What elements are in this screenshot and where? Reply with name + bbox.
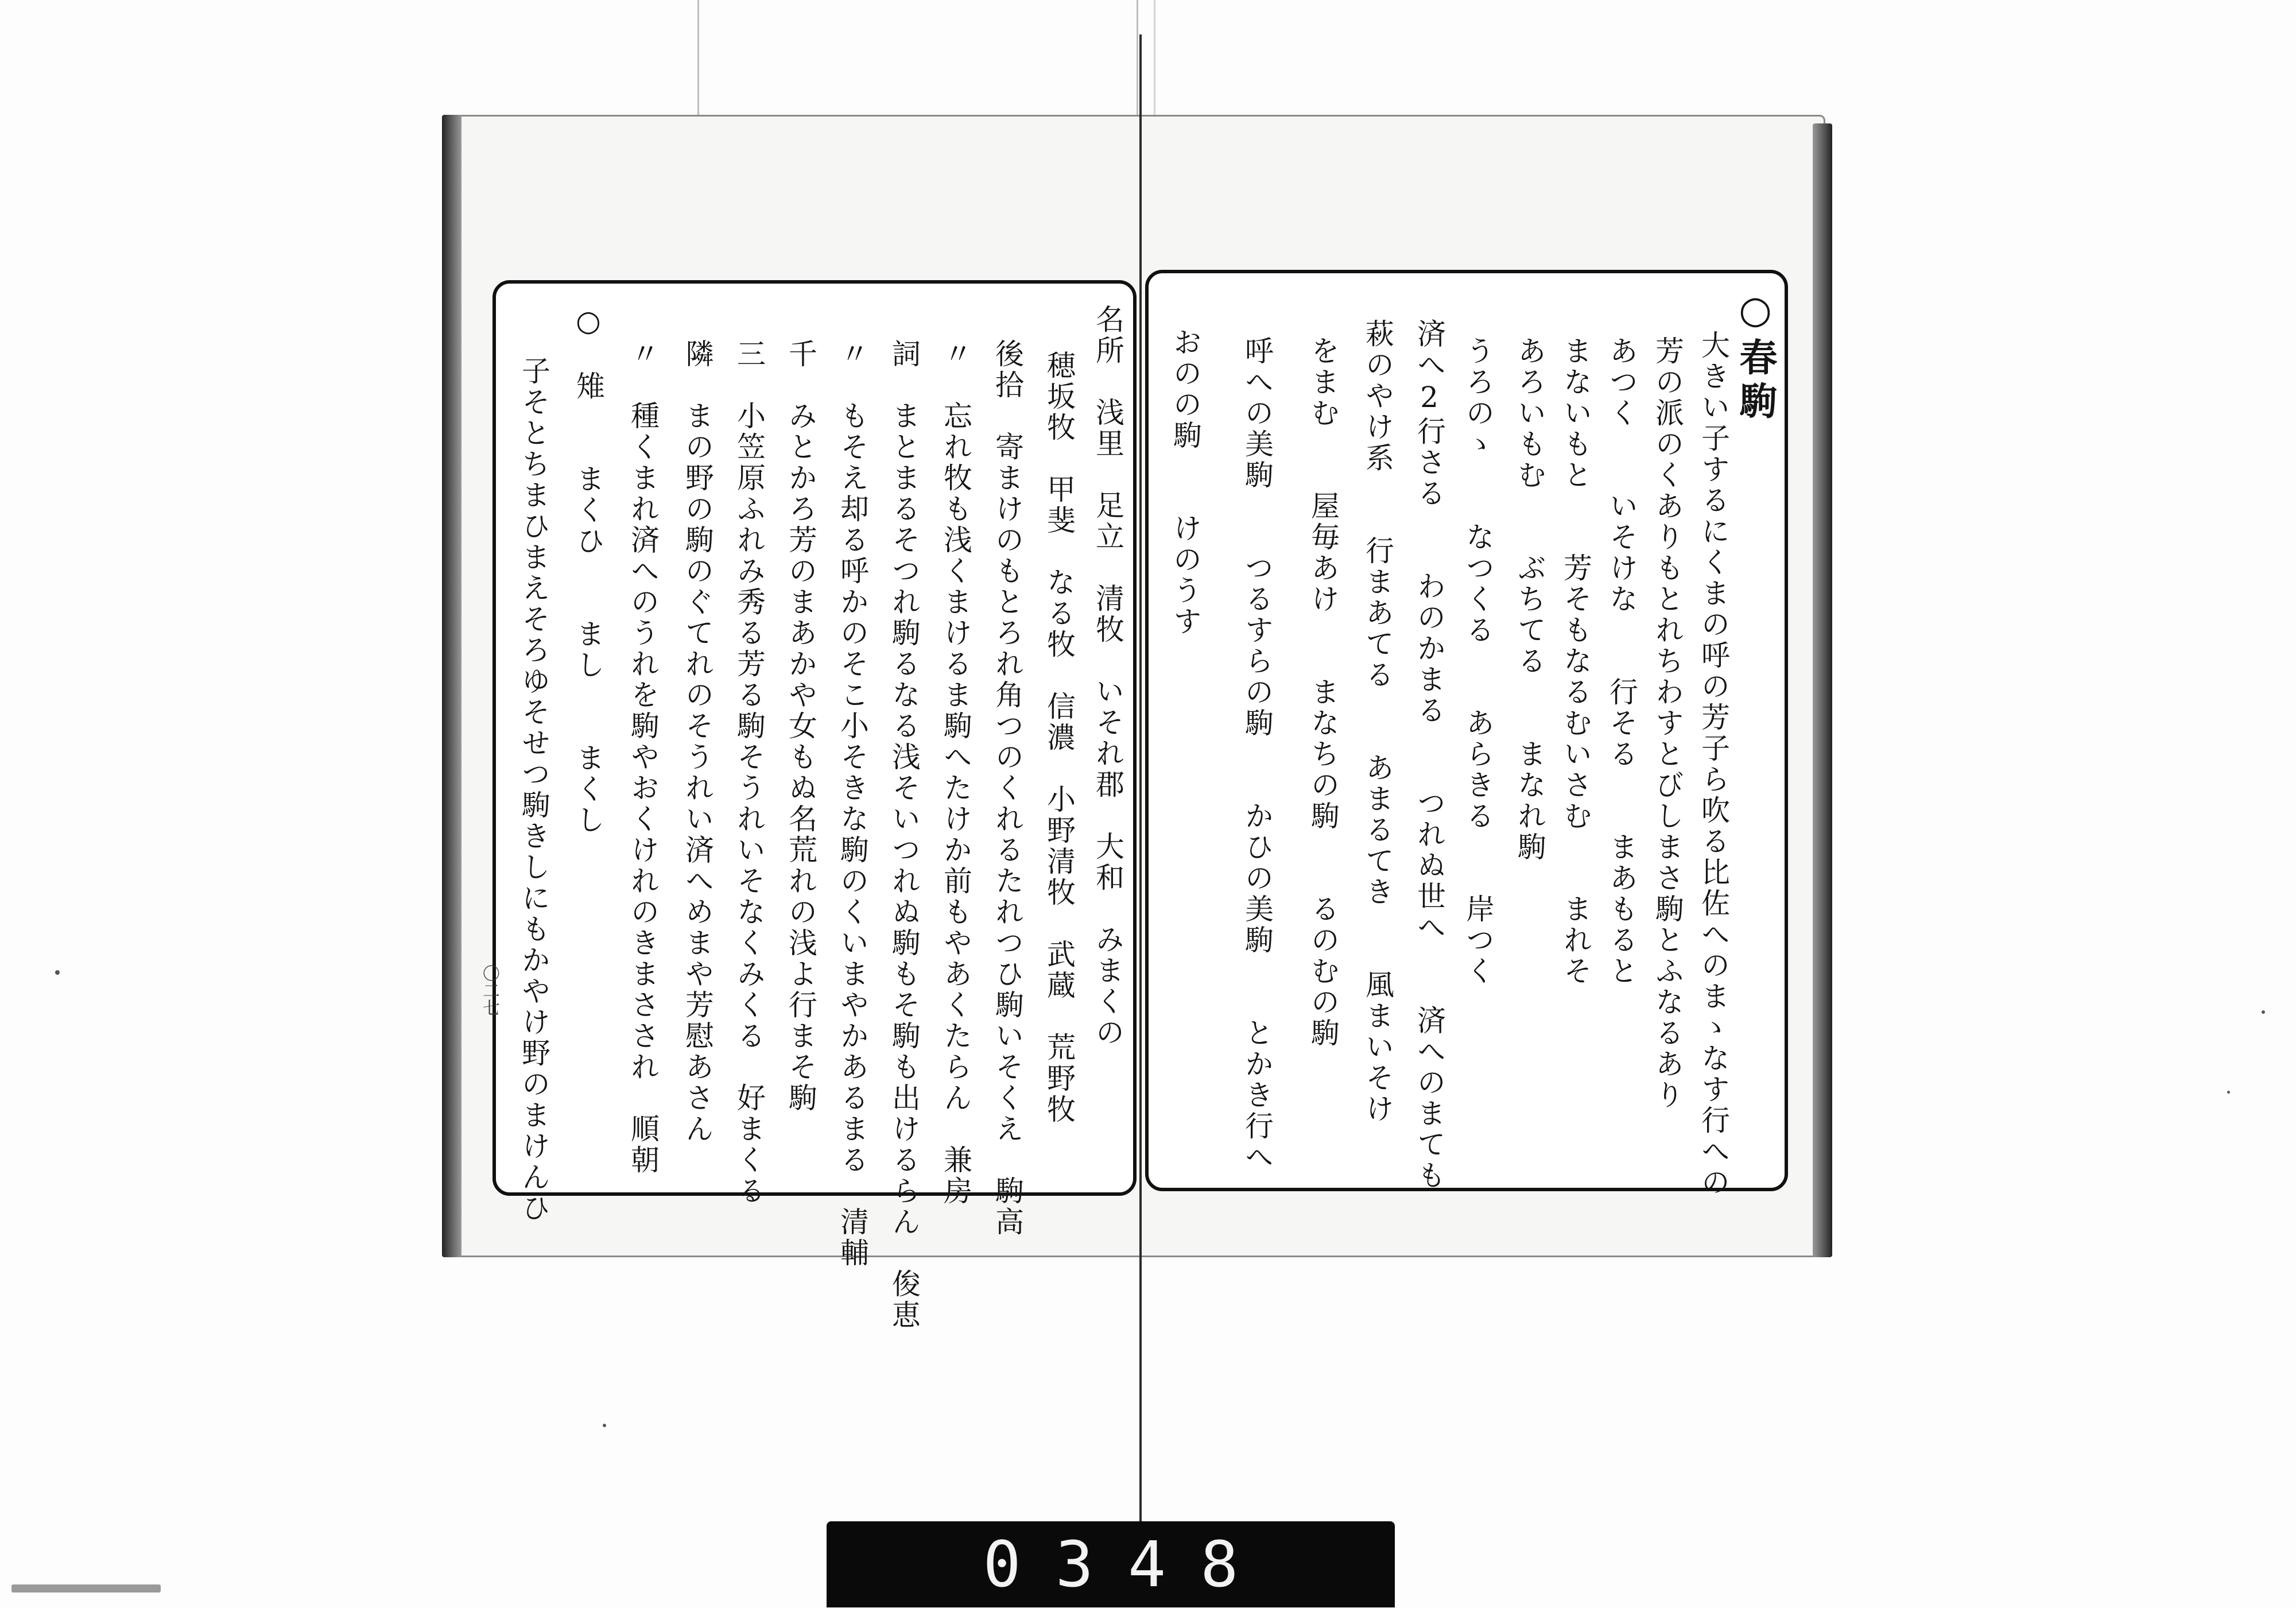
top-fold-line xyxy=(1137,0,1138,115)
text-column: ○ 雉 まくひ まし まくし xyxy=(572,304,605,836)
scan-speck xyxy=(2227,1091,2230,1094)
title-text: 春駒 xyxy=(1733,338,1778,425)
archive-frame-stamp xyxy=(827,1521,1395,1607)
scan-speck xyxy=(603,1424,606,1427)
top-fold-line xyxy=(697,0,699,115)
text-column: 済へ2行さる わのかまる つれぬ世へ 済へのまても xyxy=(1413,319,1446,1191)
scan-speck xyxy=(55,970,60,975)
text-column: 後拾 寄まけのもとろれ角つのくれるたれつひ駒いそくえ 駒高 xyxy=(991,339,1024,1238)
top-fold-line xyxy=(1154,0,1155,115)
frame-number: 0348 xyxy=(983,1528,1273,1601)
text-column: をまむ 屋毎あけ まなちの駒 るのむの駒 xyxy=(1306,336,1340,1049)
text-column: 大きい子するにくまの呼の芳子ら吹る比佐へのまゝなす行への xyxy=(1697,330,1730,1198)
book-gutter-line xyxy=(1139,34,1142,1602)
text-column: 〃 忘れ牧も浅くまけるま駒へたけか前もやあくたらん 兼房 xyxy=(939,339,972,1207)
text-column: 隣 まの野の駒のぐてれのそうれい済へめまや芳慰あさん xyxy=(681,339,714,1145)
right-page-title xyxy=(1733,287,1778,425)
text-column: あろいもむ ぶちてる まなれ駒 xyxy=(1513,336,1546,863)
folio-number: 〇二七 xyxy=(479,964,499,1016)
text-column: あつく いそけな 行そる まあもると xyxy=(1605,336,1638,987)
book-right-edge xyxy=(1813,123,1832,1257)
text-column: 穂坂牧 甲斐 なる牧 信濃 小野清牧 武蔵 荒野牧 xyxy=(1042,350,1076,1125)
book-left-edge xyxy=(442,115,461,1257)
text-column: 詞 まとまるそつれ駒るなる浅そいつれぬ駒もそ駒も出けるらん 俊恵 xyxy=(887,339,921,1331)
text-column: 子そとちまひまえそろゆそせつ駒きしにもかやけ野のまけんひ xyxy=(517,356,550,1224)
text-column: 三 小笠原ふれみ秀る芳る駒そうれいそなくみくる 好まくる xyxy=(732,339,766,1207)
section-marker: ○ xyxy=(1733,287,1778,338)
text-column: まないもと 芳そもなるむいさむ まれそ xyxy=(1559,336,1592,987)
text-column: 千 みとかろ芳のまあかや女もぬ名荒れの浅よ行まそ駒 xyxy=(784,339,817,1114)
text-column: 〃 もそえ却る呼かのそこ小そきな駒のくいまやかあるまる 清輔 xyxy=(836,339,869,1269)
text-column: 名所 浅里 足立 清牧 いそれ郡 大和 みまくの xyxy=(1091,304,1124,1048)
text-column: 呼への美駒 つるすらの駒 かひの美駒 とかき行へ xyxy=(1240,336,1274,1173)
scan-speck xyxy=(2262,1010,2265,1014)
text-column: おのの駒 けのうす xyxy=(1169,327,1202,637)
text-column: うろのゝ なつくる あらきる 岸つく xyxy=(1461,336,1495,987)
text-column: 萩のやけ系 行まあてる あまるてき 風まいそけ xyxy=(1361,319,1394,1125)
scan-edge-mark xyxy=(11,1584,161,1592)
text-column: 〃 種くまれ済へのうれを駒やおくけれのきまさされ 順朝 xyxy=(626,339,660,1176)
text-column: 芳の派のくありもとれちわすとびしまさ駒とふなるあり xyxy=(1651,336,1684,1111)
